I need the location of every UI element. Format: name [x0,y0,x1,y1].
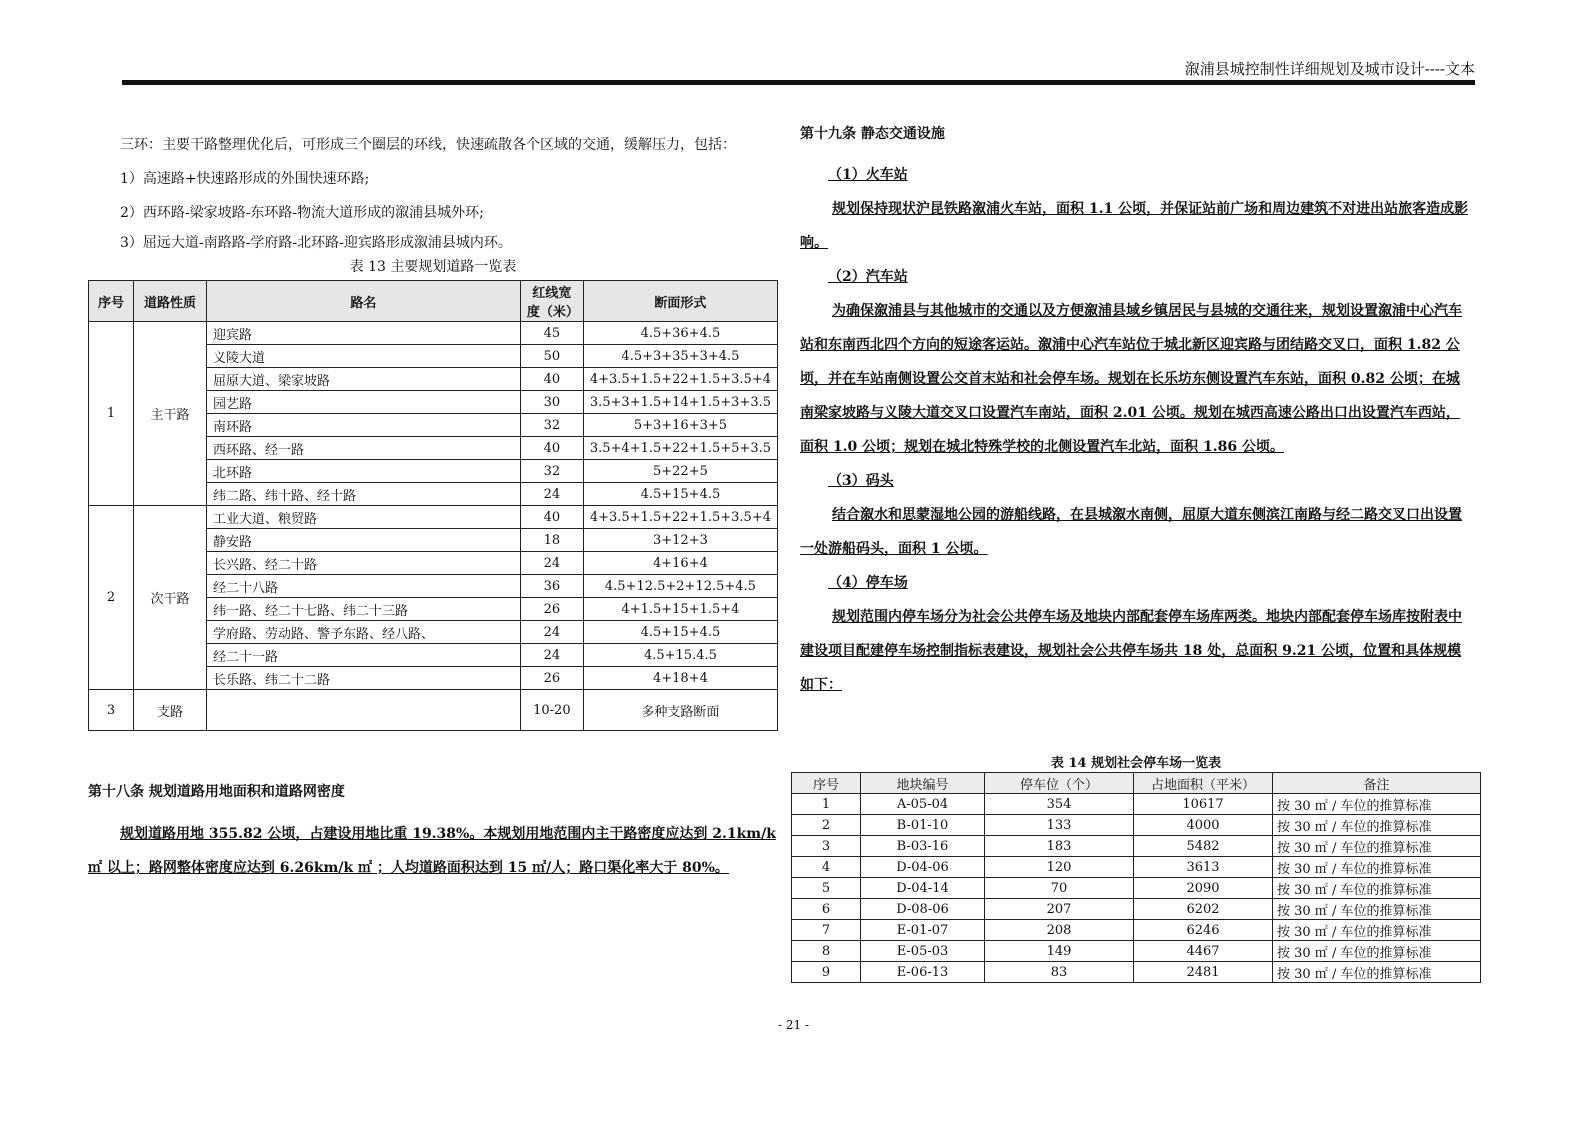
bus-station-title: （2）汽车站 [828,269,908,285]
road-name: 经二十八路 [207,575,521,598]
lot-no: 6 [792,899,861,920]
cross-section: 4.5+15.4.5 [583,644,777,667]
lot-no: 9 [792,962,861,983]
col-header-name: 路名 [207,281,521,322]
remark: 按 30 ㎡ / 车位的推算标准 [1273,836,1481,857]
col-header-remark: 备注 [1273,773,1481,794]
cross-section: 4+3.5+1.5+22+1.5+3.5+4 [583,506,777,529]
parking-spaces: 149 [985,941,1134,962]
table13-caption: 表 13 主要规划道路一览表 [349,259,517,275]
table-row [792,878,1481,899]
road-name: 西环路、经一路 [207,437,521,460]
ring-item-1: 1）高速路+快速路形成的外围快速环路; [120,171,370,187]
red-line-width: 24 [520,621,583,644]
site-area: 3613 [1134,857,1273,878]
road-name: 屈原大道、梁家坡路 [207,368,521,391]
plot-code: E-01-07 [861,920,985,941]
site-area: 10617 [1134,794,1273,815]
road-name: 迎宾路 [207,322,521,345]
site-area: 5482 [1134,836,1273,857]
cross-section: 5+3+16+3+5 [583,414,777,437]
red-line-width: 40 [520,368,583,391]
red-line-width: 32 [520,414,583,437]
site-area: 6246 [1134,920,1273,941]
remark: 按 30 ㎡ / 车位的推算标准 [1273,794,1481,815]
road-name: 北环路 [207,460,521,483]
table-row [792,815,1481,836]
red-line-width: 45 [520,322,583,345]
railway-station-text: 规划保持现状沪昆铁路溆浦火车站，面积 1.1 公顷，并保证站前广场和周边建筑不对进出站旅客造成影响。 [800,201,1469,251]
table14-caption: 表 14 规划社会停车场一览表 [1050,756,1222,771]
table-row [792,857,1481,878]
col-header-area: 占地面积（平米） [1134,773,1273,794]
site-area: 6202 [1134,899,1273,920]
site-area: 4467 [1134,941,1273,962]
right-column [800,122,1470,702]
cross-section: 4+16+4 [583,552,777,575]
plot-code: E-06-13 [861,962,985,983]
plot-code: D-04-14 [861,878,985,899]
article-18-text: 规划道路用地 355.82 公顷，占建设用地比重 19.38%。本规划用地范围内主干路密度应达到 2.1km/k ㎡ 以上；路网整体密度应达到 6.26km/k ㎡ ；人均道路面积达到 15 ㎡/人；路口渠化率大于 80%。 [88,826,776,876]
cross-section: 4+1.5+15+1.5+4 [583,598,777,621]
site-area: 4000 [1134,815,1273,836]
remark: 按 30 ㎡ / 车位的推算标准 [1273,878,1481,899]
ring-road-intro: 三环：主要干路整理优化后，可形成三个圈层的环线，快速疏散各个区域的交通，缓解压力，包括： [120,137,736,153]
road-name: 纬二路、纬十路、经十路 [207,483,521,506]
cross-section: 4+18+4 [583,667,777,690]
table-row [792,962,1481,983]
table-row [89,690,778,731]
red-line-width: 40 [520,437,583,460]
cross-section: 3+12+3 [583,529,777,552]
red-line-width: 24 [520,483,583,506]
bus-station-text: 为确保溆浦县与其他城市的交通以及方便溆浦县域乡镇居民与县城的交通往来，规划设置溆浦中心汽车站和东南西北四个方向的短途客运站。溆浦中心汽车站位于城北新区迎宾路与团结路交叉口，面积 1.82 公顷，并在车站南侧设置公交首末站和社会停车场。规划在长乐坊东侧设置汽车东站，面积 0.82 公顷；在城南梁家坡路与义陵大道交叉口设置汽车南站，面积 2.01 公顷。规划在城西高速公路出口出设置汽车西站，面积 1.0 公顷；规划在城北特殊学校的北侧设置汽车北站，面积 1.86 公顷。 [800,303,1462,455]
remark: 按 30 ㎡ / 车位的推算标准 [1273,920,1481,941]
table-header-row [89,281,778,322]
col-header-type: 道路性质 [134,281,207,322]
plot-code: A-05-04 [861,794,985,815]
road-name: 义陵大道 [207,345,521,368]
parking-title: （4）停车场 [828,575,908,591]
road-group-type: 支路 [134,690,207,731]
parking-lots-table [791,772,1481,983]
main-roads-table [88,280,778,731]
header-rule [122,80,1475,85]
cross-section: 4.5+12.5+2+12.5+4.5 [583,575,777,598]
road-name: 工业大道、粮贸路 [207,506,521,529]
plot-code: E-05-03 [861,941,985,962]
red-line-width: 10-20 [520,690,583,731]
road-name: 静安路 [207,529,521,552]
road-group-type: 次干路 [134,506,207,690]
parking-spaces: 208 [985,920,1134,941]
lot-no: 1 [792,794,861,815]
remark: 按 30 ㎡ / 车位的推算标准 [1273,899,1481,920]
table-row [792,920,1481,941]
road-group-type: 主干路 [134,322,207,506]
lot-no: 5 [792,878,861,899]
red-line-width: 24 [520,644,583,667]
table-header-row [792,773,1481,794]
article-19-title: 第十九条 静态交通设施 [800,126,945,142]
parking-spaces: 354 [985,794,1134,815]
road-group-no: 2 [89,506,134,690]
cross-section: 4.5+36+4.5 [583,322,777,345]
road-name [207,690,521,731]
red-line-width: 26 [520,598,583,621]
site-area: 2090 [1134,878,1273,899]
red-line-width: 24 [520,552,583,575]
dock-title: （3）码头 [828,473,894,489]
road-name: 长乐路、纬二十二路 [207,667,521,690]
road-name: 学府路、劳动路、警予东路、经八路、 [207,621,521,644]
col-header-spaces: 停车位（个） [985,773,1134,794]
lot-no: 3 [792,836,861,857]
lot-no: 8 [792,941,861,962]
parking-spaces: 83 [985,962,1134,983]
dock-text: 结合溆水和思蒙湿地公园的游船线路，在县城溆水南侧，屈原大道东侧滨江南路与经二路交叉口出设置一处游船码头，面积 1 公顷。 [800,507,1462,557]
remark: 按 30 ㎡ / 车位的推算标准 [1273,962,1481,983]
table-row [792,836,1481,857]
page-number: - 21 - [777,1018,809,1032]
red-line-width: 26 [520,667,583,690]
plot-code: B-03-16 [861,836,985,857]
road-name: 南环路 [207,414,521,437]
road-group-no: 3 [89,690,134,731]
cross-section: 4.5+15+4.5 [583,621,777,644]
table-row [792,941,1481,962]
lot-no: 4 [792,857,861,878]
parking-spaces: 70 [985,878,1134,899]
red-line-width: 18 [520,529,583,552]
col-header-width: 红线宽度（米） [520,281,583,322]
ring-item-2: 2）西环路-梁家坡路-东环路-物流大道形成的溆浦县城外环; [120,205,484,221]
plot-code: D-08-06 [861,899,985,920]
col-header-plot: 地块编号 [861,773,985,794]
article-18-title: 第十八条 规划道路用地面积和道路网密度 [88,784,345,800]
road-name: 长兴路、经二十路 [207,552,521,575]
site-area: 2481 [1134,962,1273,983]
ring-item-3: 3）屈远大道-南路路-学府路-北环路-迎宾路形成溆浦县城内环。 [120,235,512,251]
red-line-width: 50 [520,345,583,368]
red-line-width: 32 [520,460,583,483]
remark: 按 30 ㎡ / 车位的推算标准 [1273,815,1481,836]
plot-code: D-04-06 [861,857,985,878]
cross-section: 5+22+5 [583,460,777,483]
red-line-width: 36 [520,575,583,598]
cross-section: 4+3.5+1.5+22+1.5+3.5+4 [583,368,777,391]
parking-spaces: 133 [985,815,1134,836]
road-group-no: 1 [89,322,134,506]
cross-section: 4.5+15+4.5 [583,483,777,506]
lot-no: 2 [792,815,861,836]
table-row [792,794,1481,815]
plot-code: B-01-10 [861,815,985,836]
table-row [89,506,778,529]
red-line-width: 40 [520,506,583,529]
table-row [89,322,778,345]
left-column [88,128,778,885]
lot-no: 7 [792,920,861,941]
table-row [792,899,1481,920]
parking-spaces: 183 [985,836,1134,857]
railway-station-title: （1）火车站 [828,167,908,183]
parking-spaces: 120 [985,857,1134,878]
col-header-no: 序号 [792,773,861,794]
cross-section: 多种支路断面 [583,690,777,731]
road-name: 园艺路 [207,391,521,414]
col-header-no: 序号 [89,281,134,322]
road-name: 经二十一路 [207,644,521,667]
road-name: 纬一路、经二十七路、纬二十三路 [207,598,521,621]
parking-spaces: 207 [985,899,1134,920]
red-line-width: 30 [520,391,583,414]
cross-section: 3.5+4+1.5+22+1.5+5+3.5 [583,437,777,460]
remark: 按 30 ㎡ / 车位的推算标准 [1273,857,1481,878]
remark: 按 30 ㎡ / 车位的推算标准 [1273,941,1481,962]
col-header-section: 断面形式 [583,281,777,322]
cross-section: 3.5+3+1.5+14+1.5+3+3.5 [583,391,777,414]
parking-text: 规划范围内停车场分为社会公共停车场及地块内部配套停车场库两类。地块内部配套停车场库按附表中建设项目配建停车场控制指标表建设，规划社会公共停车场共 18 处，总面积 9.21 公顷，位置和具体规模如下： [800,609,1462,693]
cross-section: 4.5+3+35+3+4.5 [583,345,777,368]
document-header-title: 溆浦县城控制性详细规划及城市设计----文本 [1184,60,1475,78]
